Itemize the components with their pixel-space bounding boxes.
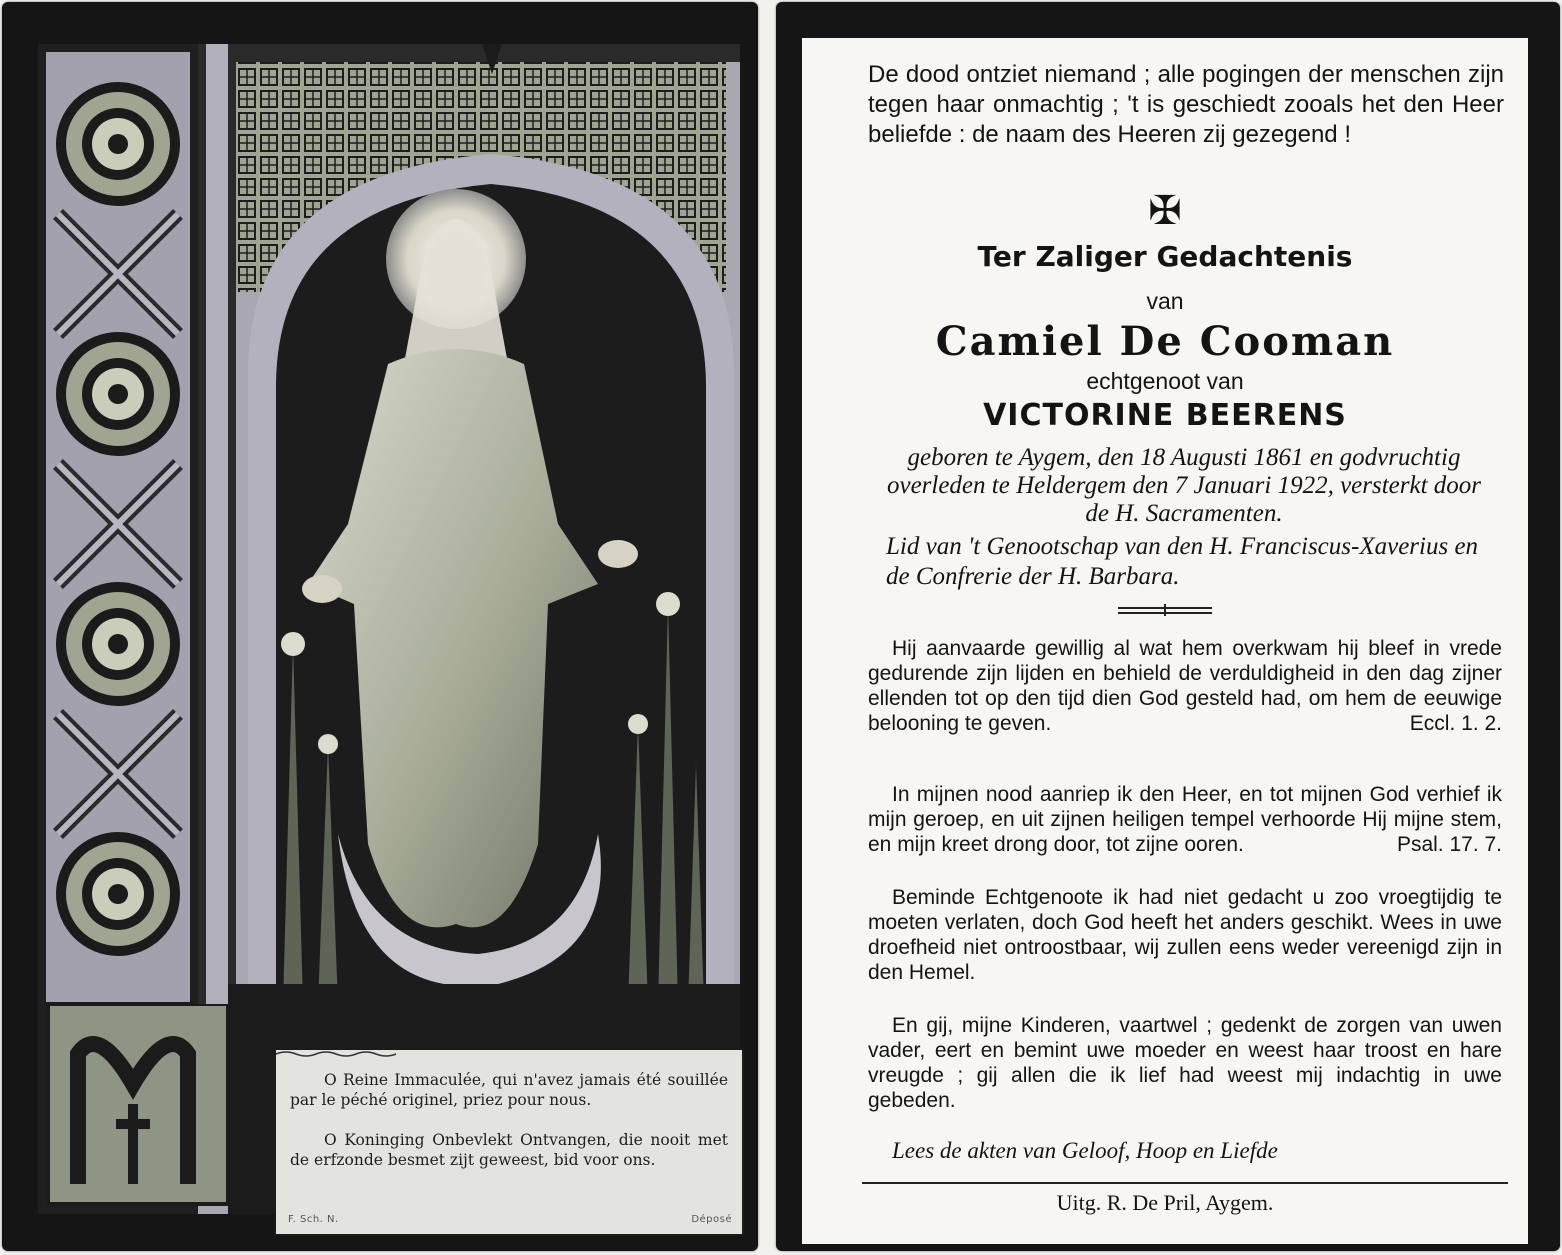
intro-verse: De dood ontziet niemand ; alle pogingen der menschen zijn tegen haar onmachtig ; 't is geschiedt zooals het den Heer beliefde : de naam des Heeren zij gezegend ! [868,61,1504,148]
devotional-illustration [38,44,740,1225]
prayer-divider [290,1116,728,1124]
van-label: van [1146,288,1184,314]
paragraph-2 [868,782,1502,857]
horizontal-rule [862,1182,1508,1184]
prayer-french: O Reine Immaculée, qui n'avez jamais été souillée par le péché originel, priez pour nous. [290,1071,728,1109]
closing-line: Lees de akten van Geloof, Hoop en Liefde [892,1138,1278,1163]
paragraph-4 [868,1013,1502,1113]
membership-note: Lid van 't Genootschap van den H. Franciscus-Xaverius en de Confrerie der H. Barbara. [886,533,1479,590]
prayer-dutch: O Koninging Onbevlekt Ontvangen, die nooit met de erfzonde besmet zijt geweest, bid voor ons. [290,1131,728,1169]
memorial-card-text-side [776,2,1560,1251]
spouse-relation: echtgenoot van [1086,368,1244,394]
ornamental-divider [1118,604,1212,616]
publisher-line: Uitg. R. De Pril, Aygem. [1056,1190,1274,1215]
paragraph-2-text: In mijnen nood aanriep ik den Heer, en tot mijnen God verhief ik mijn geroep, en uit zijnen heiligen tempel verhoorde Hij mijne stem, en mijn kreet drong door, tot zijne ooren. [868,783,1502,856]
paragraph-2-reference: Psal. 17. 7. [1396,833,1502,856]
deposit-mark: Déposé [691,1214,732,1225]
memorial-card-image-side [2,2,758,1251]
memorial-heading: Ter Zaliger Gedachtenis [977,240,1353,273]
paragraph-1-reference: Eccl. 1. 2. [1409,712,1502,735]
paragraph-4-text: En gij, mijne Kinderen, vaartwel ; gedenkt de zorgen van uwen vader, eert en bemint uwe moeder en weest haar troost en hare vreugde ; gij allen die ik lief had weest mij indachtig in uwe gebeden. [868,1014,1502,1112]
ornamental-madonna-artwork [38,44,740,1214]
printer-mark: F. Sch. N. [288,1214,339,1225]
paragraph-1-text: Hij aanvaarde gewillig al wat hem overkwam hij bleef in vrede gedurende zijn lijden en behield de verduldigheid in den dag zijner ellenden tot op den tijd dien God gesteld had, om hem de eeuwige belooning te geven. [868,637,1502,735]
paragraph-3-text: Beminde Echtgenoote ik had niet gedacht u zoo vroegtijdig te moeten verlaten, doch God heeft het anders geschikt. Wees in uwe droefheid niet ontroostbaar, wij zullen eens weder vereenigd zijn in den Hemel. [868,886,1502,984]
cross-icon: ✠ [1148,188,1182,234]
deceased-name: Camiel De Cooman [935,318,1395,365]
paragraph-1 [868,636,1502,736]
spouse-name: VICTORINE BEERENS [983,398,1347,433]
biography: geboren te Aygem, den 18 Augusti 1861 en godvruchtig overleden te Heldergem den 7 Januari 1922, versterkt door de H. Sacramenten. [886,444,1482,527]
memorial-text-panel [802,38,1528,1244]
prayer-text-box [274,1048,744,1236]
paragraph-3 [868,885,1502,985]
